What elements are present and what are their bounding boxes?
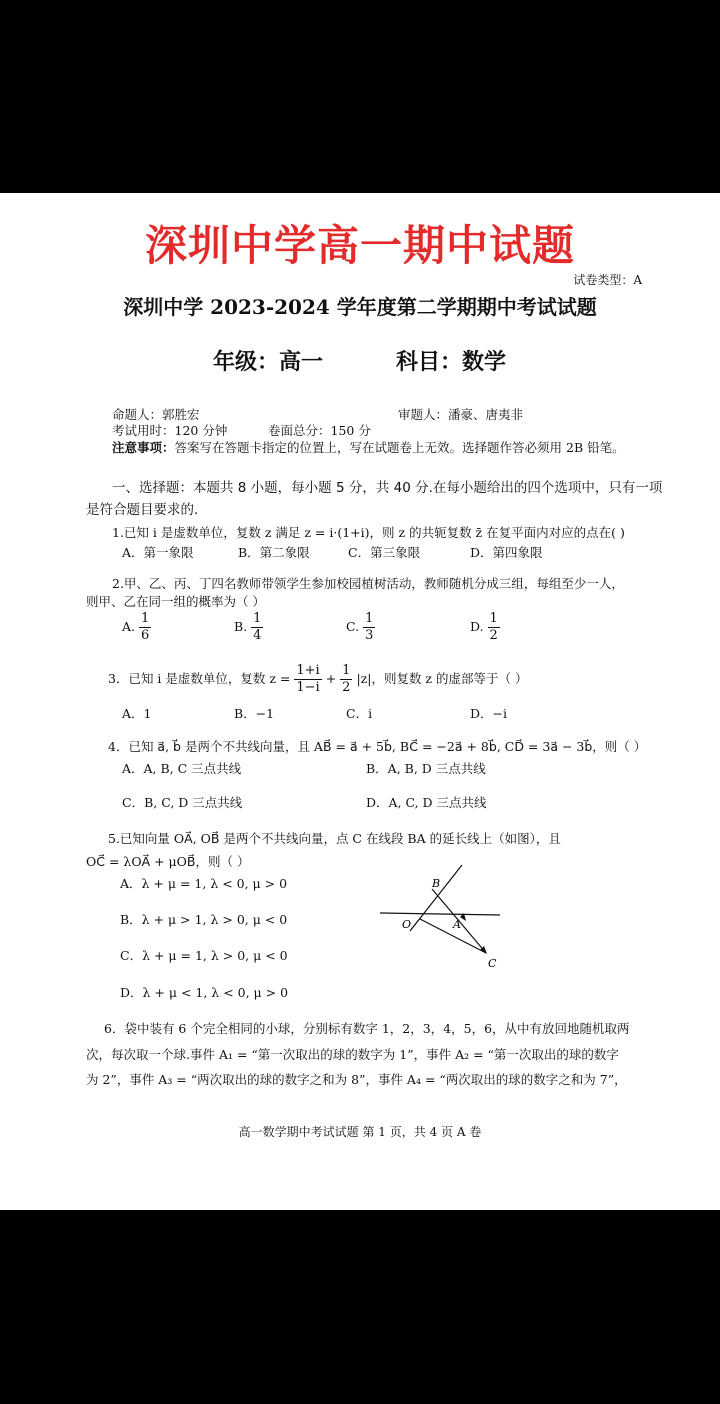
q2-a-fraction	[139, 611, 151, 644]
q2-b-num: 1	[253, 611, 262, 626]
q2-c-fraction	[363, 611, 375, 644]
q6-line3: 为 2”，事件 A₃ = “两次取出的球的数字之和为 8”，事件 A₄ = “两次取出的球的数字之和为 7”，	[86, 1072, 627, 1087]
figure-label-c: C	[488, 957, 497, 970]
q4-option-b: B．A, B, D 三点共线	[366, 761, 486, 776]
q3-f1-num: 1+i	[296, 663, 320, 678]
page-footer: 高一数学期中考试试题 第 1 页，共 4 页 A 卷	[238, 1125, 482, 1139]
q3-suffix: |z|，则复数 z 的虚部等于（ ）	[356, 671, 528, 686]
section-heading-line2: 是符合题目要求的.	[86, 502, 199, 518]
q3-fraction-2	[340, 663, 352, 696]
q3-f1-den: 1−i	[296, 680, 320, 695]
q3-option-a: A．1	[122, 706, 152, 721]
q5-option-b: B．λ + μ > 1, λ > 0, μ < 0	[120, 912, 288, 927]
total-score: 卷面总分：150 分	[268, 423, 371, 438]
q2-option-d	[470, 611, 500, 644]
q3-prefix: 3．已知 i 是虚数单位，复数 z =	[108, 671, 291, 686]
q5-option-a: A．λ + μ = 1, λ < 0, μ > 0	[120, 876, 288, 891]
q2-option-b	[234, 611, 263, 644]
notice-text: 答案写在答题卡指定的位置上，写在试题卷上无效。选择题作答必须用 2B 铅笔。	[174, 440, 625, 455]
q1-stem: 1.已知 i 是虚数单位，复数 z 满足 z = i·(1+i)，则 z 的共轭复数 z̄ 在复平面内对应的点在( )	[112, 525, 625, 540]
q2-b-label: B.	[234, 619, 248, 634]
q6-line1: 6．袋中装有 6 个完全相同的小球，分别标有数字 1，2，3，4，5，6，从中有放回地随机取两	[104, 1021, 630, 1036]
figure-label-o: O	[402, 918, 412, 931]
q3-stem	[108, 663, 527, 696]
q4-option-c: C．B, C, D 三点共线	[122, 795, 243, 810]
q5-option-c: C．λ + μ = 1, λ > 0, μ < 0	[120, 948, 288, 963]
figure-horizontal-line	[380, 913, 500, 915]
q3-option-b: B．−1	[234, 706, 275, 721]
q4-option-d: D．A, C, D 三点共线	[366, 795, 487, 810]
figure-label-a: A	[453, 918, 461, 931]
figure-label-b: B	[432, 877, 441, 890]
q2-c-label: C.	[346, 619, 360, 634]
q2-d-den: 2	[489, 628, 498, 643]
q4-stem: 4．已知 a⃗, b⃗ 是两个不共线向量，且 AB⃗ = a⃗ + 5b⃗, BC⃗ = −2a⃗ + 8b⃗, CD⃗ = 3a⃗ − 3b⃗，则（ ）	[108, 739, 647, 754]
q2-d-num: 1	[489, 611, 498, 626]
q1-option-a: A．第一象限	[122, 545, 194, 560]
setter: 命题人：郭胜宏	[112, 407, 200, 422]
q3-f2-den: 2	[342, 680, 351, 695]
q2-a-den: 6	[141, 628, 150, 643]
q2-a-label: A.	[122, 619, 136, 634]
q5-line2: OC⃗ = λOA⃗ + μOB⃗，则（ ）	[86, 854, 250, 869]
exam-time: 考试用时：120 分钟	[112, 423, 228, 438]
q2-d-fraction	[488, 611, 500, 644]
q2-c-den: 3	[365, 628, 374, 643]
q5-vector-figure	[370, 853, 520, 973]
q1-option-d: D．第四象限	[470, 545, 543, 560]
q3-f2-num: 1	[342, 663, 351, 678]
q5-line1: 5.已知向量 OA⃗, OB⃗ 是两个不共线向量，点 C 在线段 BA 的延长线上（如图），且	[108, 831, 561, 846]
q3-fraction-1	[294, 663, 321, 696]
paper-title: 深圳中学 2023-2024 学年度第二学期期中考试试题	[123, 295, 597, 319]
exam-page	[0, 193, 720, 1210]
banner-title: 深圳中学高一期中试题	[144, 221, 575, 270]
reviewer: 审题人：潘豪、唐夷非	[398, 407, 524, 422]
q3-option-c: C．i	[346, 706, 373, 721]
q2-line1: 2.甲、乙、丙、丁四名教师带领学生参加校园植树活动，教师随机分成三组，每组至少一人，	[112, 576, 624, 591]
q3-plus: +	[325, 671, 337, 686]
q4-option-a: A．A, B, C 三点共线	[122, 761, 242, 776]
q3-option-d: D．−i	[470, 706, 507, 721]
notice-label: 注意事项：	[112, 440, 175, 455]
q2-line2: 则甲、乙在同一组的概率为（ ）	[86, 594, 265, 609]
q2-option-c	[346, 611, 375, 644]
subject-label: 科目：数学	[396, 350, 507, 375]
q2-c-num: 1	[365, 611, 374, 626]
notice	[112, 438, 625, 456]
q2-b-den: 4	[253, 628, 262, 643]
q1-option-c: C．第三象限	[348, 545, 421, 560]
q2-option-a	[122, 611, 151, 644]
q2-b-fraction	[251, 611, 263, 644]
paper-type: 试卷类型：A	[573, 273, 642, 287]
q1-option-b: B．第二象限	[238, 545, 310, 560]
grade-label: 年级：高一	[213, 350, 324, 375]
section-heading-line1: 一、选择题：本题共 8 小题，每小题 5 分，共 40 分.在每小题给出的四个选项中，只有一项	[112, 480, 663, 496]
q5-option-d: D．λ + μ < 1, λ < 0, μ > 0	[120, 985, 289, 1000]
q2-d-label: D.	[470, 619, 484, 634]
q2-a-num: 1	[141, 611, 150, 626]
q6-line2: 次，每次取一个球.事件 A₁ = “第一次取出的球的数字为 1”，事件 A₂ = “第一次取出的球的数字	[86, 1047, 619, 1062]
